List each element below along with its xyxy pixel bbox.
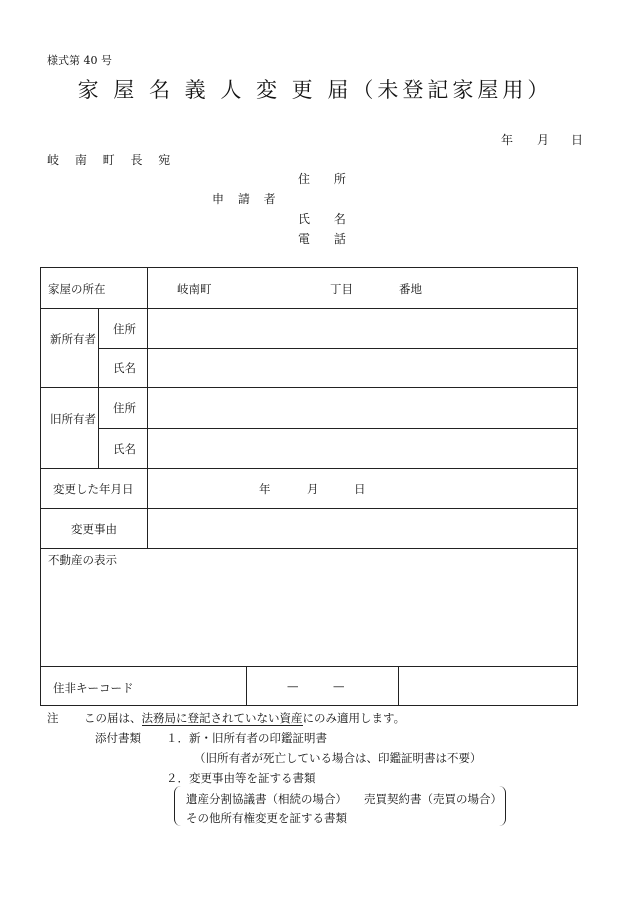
new-owner-label: 新所有者 <box>50 332 96 346</box>
applicant-label: 申 請 者 <box>212 192 281 206</box>
note-label: 注 <box>47 711 59 725</box>
applicant-name-label: 氏 名 <box>298 212 356 226</box>
location-chome: 丁目 <box>330 282 353 296</box>
change-date-day: 日 <box>354 482 366 496</box>
col-divider <box>147 268 148 308</box>
old-owner-name-label: 氏名 <box>113 442 136 456</box>
form-number: 様式第 40 号 <box>47 54 112 67</box>
location-field[interactable] <box>149 274 577 304</box>
new-owner-address-label: 住所 <box>113 322 136 336</box>
property-field[interactable] <box>45 568 575 662</box>
old-owner-label: 旧所有者 <box>50 412 96 426</box>
applicant-phone-label: 電 話 <box>298 232 356 246</box>
new-owner-name-label: 氏名 <box>113 361 136 375</box>
change-reason-label: 変更事由 <box>71 522 117 536</box>
old-owner-name-field[interactable] <box>149 430 577 466</box>
row-divider <box>41 508 578 509</box>
resident-key-label: 住非キーコード <box>53 681 134 695</box>
change-date-year: 年 <box>259 482 271 496</box>
doc-sale: 売買契約書（売買の場合） <box>364 792 502 806</box>
key-code-field-2[interactable] <box>249 668 396 704</box>
property-label: 不動産の表示 <box>48 553 117 567</box>
change-date-label: 変更した年月日 <box>53 482 134 496</box>
note-emphasis: 法務局に登記されていない資産 <box>141 711 303 725</box>
attachment-item-1: １．新・旧所有者の印鑑証明書 <box>166 731 327 745</box>
old-owner-address-field[interactable] <box>149 389 577 426</box>
applicant-address-label: 住 所 <box>298 172 356 186</box>
doc-other: その他所有権変更を証する書類 <box>186 811 347 825</box>
doc-inheritance: 遺産分割協議書（相続の場合） <box>186 792 347 806</box>
date-year: 年 <box>501 133 514 147</box>
change-date-month: 月 <box>307 482 319 496</box>
location-banchi: 番地 <box>399 282 422 296</box>
note-suffix: にのみ適用します。 <box>302 711 406 725</box>
date-month: 月 <box>537 133 550 147</box>
row-divider <box>41 387 578 388</box>
row-divider <box>41 666 578 667</box>
key-code-field-3[interactable] <box>401 668 576 704</box>
col-divider <box>398 666 399 706</box>
form-table <box>40 267 578 706</box>
attachments-label: 添付書類 <box>95 731 141 745</box>
note-prefix: この届は、 <box>84 711 142 725</box>
row-divider <box>41 548 578 549</box>
new-owner-address-field[interactable] <box>149 310 577 346</box>
col-divider <box>147 468 148 548</box>
attachment-item-2: ２．変更事由等を証する書類 <box>166 771 316 785</box>
old-owner-address-label: 住所 <box>113 401 136 415</box>
key-code-dashes: — — <box>287 679 345 693</box>
location-town: 岐南町 <box>177 282 212 296</box>
col-divider <box>246 666 247 706</box>
addressee: 岐 南 町 長 宛 <box>47 153 177 167</box>
new-owner-name-field[interactable] <box>149 350 577 385</box>
row-divider <box>41 308 578 309</box>
note-text <box>84 710 405 726</box>
row-divider <box>98 428 578 429</box>
row-divider <box>98 348 578 349</box>
attachment-item-1-sub: （旧所有者が死亡している場合は、印鑑証明書は不要） <box>194 751 482 765</box>
key-code-field-1[interactable] <box>149 668 244 704</box>
location-label: 家屋の所在 <box>48 282 106 296</box>
row-divider <box>41 468 578 469</box>
page-title: 家 屋 名 義 人 変 更 届（未登記家屋用） <box>77 78 553 102</box>
col-divider <box>147 308 148 468</box>
col-divider <box>98 308 99 468</box>
change-reason-field[interactable] <box>149 510 577 546</box>
date-day: 日 <box>571 133 584 147</box>
